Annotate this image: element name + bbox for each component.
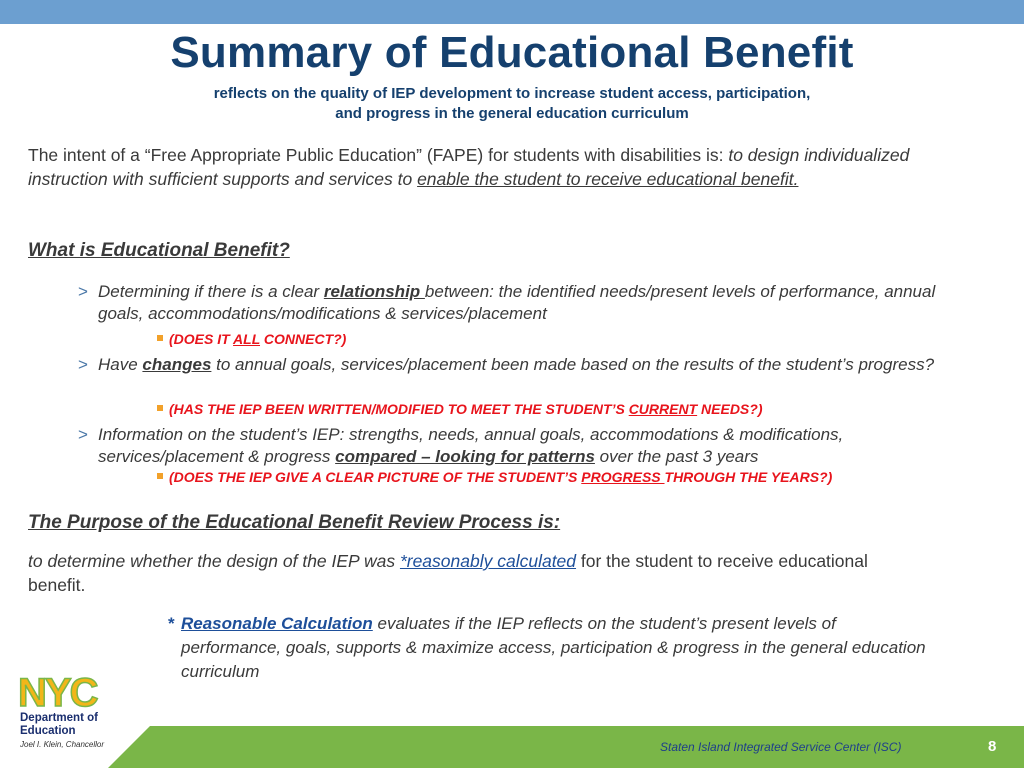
bullet-text-post: to annual goals, services/placement been made based on the results of the student’s progress?: [211, 355, 935, 374]
square-bullet-icon: [157, 473, 163, 479]
bullet-text-pre: Information on the student’s IEP: strengths, needs, annual goals, accommodations & modifications, services/placement & progress: [98, 425, 844, 466]
bullet-text-post: over the past 3 years: [594, 447, 759, 466]
department-line-2: Education: [20, 725, 76, 737]
sub-text-post: CONNECT?): [260, 331, 347, 347]
bullet-relationship: [78, 281, 978, 325]
bullet-emphasis: compared – looking for patterns: [335, 447, 595, 466]
department-name: [20, 712, 98, 738]
bullet-marker: >: [78, 355, 88, 374]
sub-bullet-connect: [157, 330, 346, 348]
slide-title: Summary of Educational Benefit: [170, 28, 854, 77]
sub-emphasis: ALL: [233, 331, 261, 347]
intro-underlined-text: enable the student to receive educational benefit.: [417, 169, 799, 189]
reasonable-calculation-term: Reasonable Calculation: [181, 614, 373, 633]
section-heading-educational-benefit: What is Educational Benefit?: [28, 240, 290, 261]
page-number: 8: [988, 738, 997, 755]
intro-italic-text: to design individualized instruction with sufficient supports and services to: [28, 145, 910, 189]
nyc-logo-icon: [18, 674, 128, 714]
bullet-changes: [78, 354, 978, 376]
note-asterisk: *: [168, 614, 175, 633]
bullet-text-post: between: the identified needs/present levels of performance, annual goals, accommodations/modifications & services/placement: [98, 282, 936, 323]
square-bullet-icon: [157, 405, 163, 411]
slide-subtitle: [0, 84, 1024, 124]
square-bullet-icon: [157, 335, 163, 341]
note-text: evaluates if the IEP reflects on the student’s present levels of performance, goals, supports & maximize access, participation & progress in the general education curriculum: [181, 614, 926, 681]
sub-bullet-current-needs: [157, 400, 762, 418]
reasonably-calculated-link[interactable]: *reasonably calculated: [399, 551, 577, 571]
intro-paragraph: [28, 143, 988, 191]
bullet-emphasis: relationship: [323, 282, 425, 301]
sub-emphasis: PROGRESS: [581, 469, 665, 485]
sub-bullet-progress: [157, 468, 832, 486]
sub-text-pre: (DOES THE IEP GIVE A CLEAR PICTURE OF THE STUDENT’S: [169, 469, 582, 485]
section-heading-purpose: The Purpose of the Educational Benefit Review Process is:: [28, 512, 561, 533]
chancellor-name: Joel I. Klein, Chancellor: [20, 740, 105, 749]
purpose-paragraph: [28, 549, 928, 597]
sub-text-pre: (HAS THE IEP BEEN WRITTEN/MODIFIED TO MEET THE STUDENT’S: [169, 401, 629, 417]
sub-text-post: NEEDS?): [697, 401, 763, 417]
sub-text-pre: (DOES IT: [169, 331, 234, 347]
top-accent-bar: [0, 0, 1024, 24]
logo-letters: NYC: [18, 674, 97, 714]
bullet-marker: >: [78, 282, 88, 301]
bullet-text-pre: Have: [98, 355, 143, 374]
bullet-marker: >: [78, 425, 88, 444]
subtitle-line-2: and progress in the general education curriculum: [335, 105, 689, 122]
reasonable-calculation-note: [168, 612, 928, 684]
bullet-emphasis: changes: [142, 355, 212, 374]
sub-text-post: THROUGH THE YEARS?): [664, 469, 833, 485]
bullet-text-pre: Determining if there is a clear: [98, 282, 324, 301]
intro-plain-text: The intent of a “Free Appropriate Public Education” (FAPE) for students with disabilities is:: [28, 145, 729, 165]
sub-emphasis: CURRENT: [628, 401, 698, 417]
purpose-text-pre: to determine whether the design of the IEP was: [28, 551, 400, 571]
department-line-1: Department of: [20, 712, 98, 724]
subtitle-line-1: reflects on the quality of IEP development to increase student access, participation,: [213, 85, 811, 102]
purpose-text-post: for the student to receive educational benefit.: [28, 551, 868, 595]
footer-text: Staten Island Integrated Service Center (ISC): [660, 740, 902, 754]
bullet-information: [78, 424, 978, 468]
